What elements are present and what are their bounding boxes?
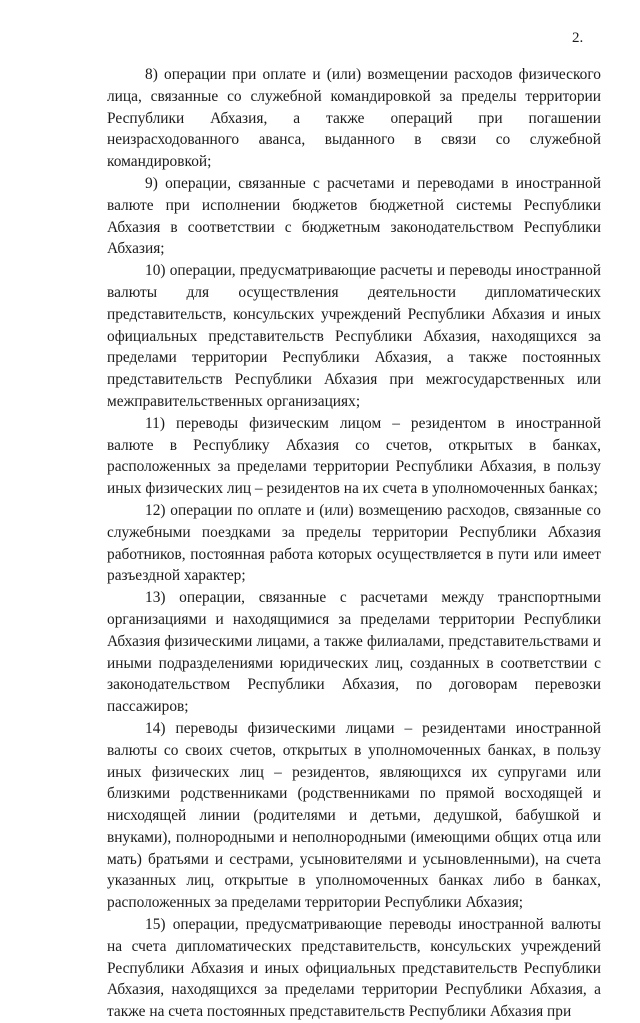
paragraph-item-14: 14) переводы физическими лицами – резидентами иностранной валюты со своих счетов, открытых в уполномоченных банках, в пользу иных физических лиц – резидентов, являющихся их супругами или близкими родственниками (родственниками по прямой восходящей и нисходящей линии (родителями и детьми, дедушкой, бабушкой и внуками), полнородными и неполнородными (имеющими общих отца или мать) братьями и сестрами, усыновителями и усыновленными), на счета указанных лиц, открытые в уполномоченных банках либо в банках, расположенных за пределами территории Республики Абхазия;	[107, 719, 601, 912]
paragraph-item-9: 9) операции, связанные с расчетами и переводами в иностранной валюте при исполнении бюджетов бюджетной системы Республики Абхазия в соответствии с бюджетным законодательством Республики Абхазия;	[107, 174, 601, 258]
paragraph-item-8: 8) операции при оплате и (или) возмещении расходов физического лица, связанные со служебной командировкой за пределы территории Республики Абхазия, а также операций при погашении неизрасходованного аванса, выданного в связи со служебной командировкой;	[107, 66, 601, 171]
paragraph-item-11: 11) переводы физическим лицом – резидентом в иностранной валюте в Республику Абхазия со счетов, открытых в банках, расположенных за пределами территории Республики Абхазия, в пользу иных физических лиц – резидентов на их счета в уполномоченных банках;	[107, 414, 601, 498]
paragraph-item-12: 12) операции по оплате и (или) возмещению расходов, связанные со служебными поездками за пределы территории Республики Абхазия работников, постоянная работа которых осуществляется в пути или имеет разъездной характер;	[107, 501, 601, 585]
paragraph-item-15: 15) операции, предусматривающие переводы иностранной валюты на счета дипломатических представительств, консульских учреждений Республики Абхазия и иных официальных представительств Республики Абхазия, находящихся за пределами территории Республики Абхазия, а также на счета постоянных представительств Республики Абхазия при	[107, 916, 601, 1021]
paragraph-item-13: 13) операции, связанные с расчетами между транспортными организациями и находящимися за пределами территории Республики Абхазия физическими лицами, а также филиалами, представительствами и иными подразделениями юридических лиц, созданных в соответствии с законодательством Республики Абхазия, по договорам перевозки пассажиров;	[107, 589, 601, 716]
paragraph-item-10: 10) операции, предусматривающие расчеты и переводы иностранной валюты для осуществления деятельности дипломатических представительств, консульских учреждений Республики Абхазия и иных официальных представительств Республики Абхазия, находящихся за пределами территории Республики Абхазия, а также постоянных представительств Республики Абхазия при межгосударственных или межправительственных организациях;	[107, 262, 601, 410]
page-number: 2.	[572, 30, 584, 46]
document-body	[107, 64, 601, 1023]
